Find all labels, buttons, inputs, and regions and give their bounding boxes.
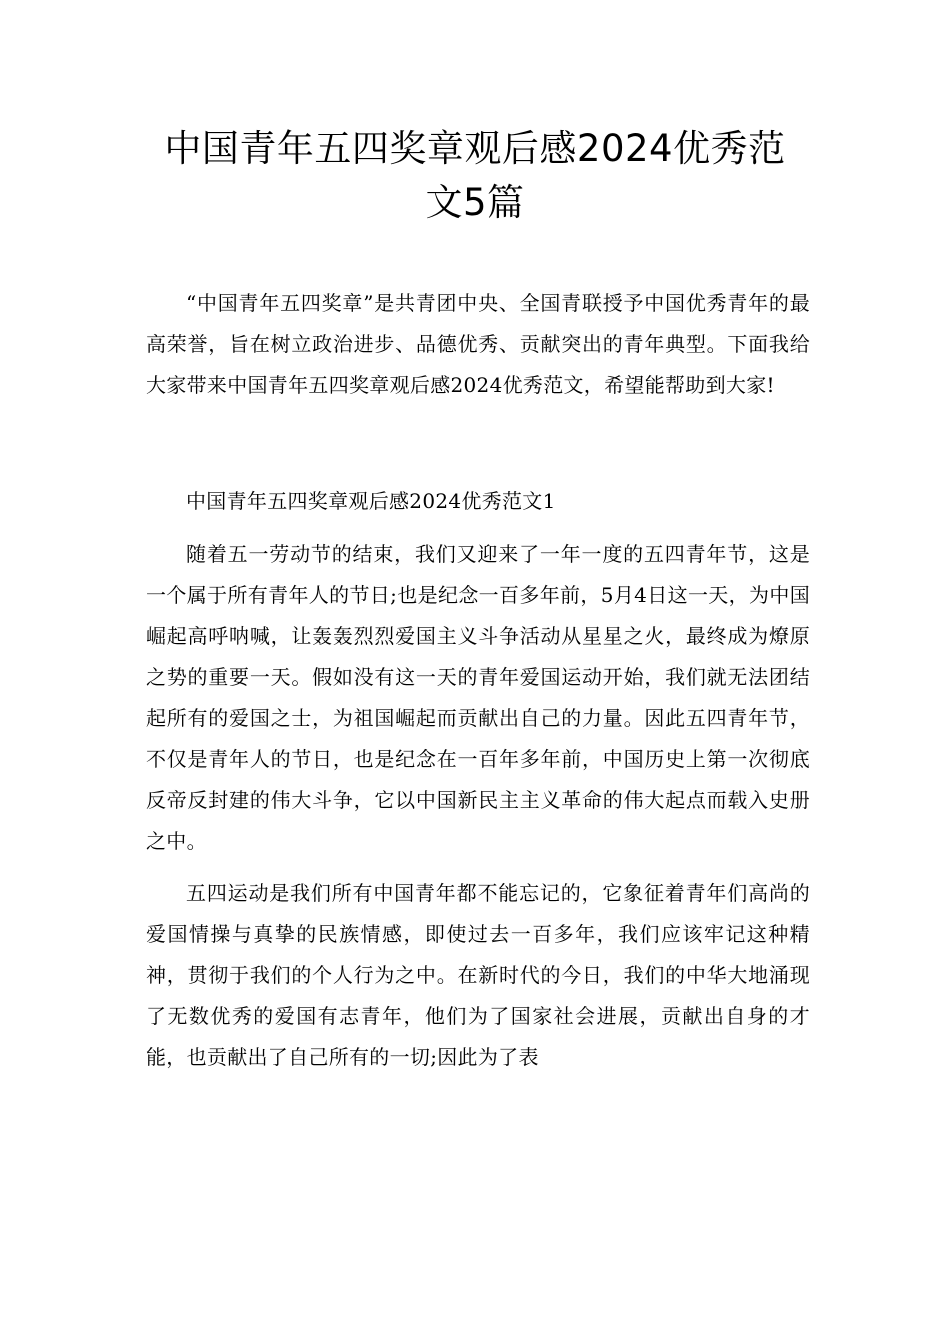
title-line-2: 文5篇 (425, 181, 525, 224)
document-body (146, 283, 810, 1078)
section-1-heading: 中国青年五四奖章观后感2024优秀范文1 (186, 489, 556, 513)
section-1-paragraph-2: 五四运动是我们所有中国青年都不能忘记的，它象征着青年们高尚的爱国情操与真挚的民族情感，即使过去一百多年，我们应该牢记这种精神，贯彻于我们的个人行为之中。在新时代的今日，我们的中华大地涌现了无数优秀的爱国有志青年，他们为了国家社会进展，贡献出自身的才能，也贡献出了自己所有的一切;因此为了表 (146, 881, 810, 1069)
title-line-1: 中国青年五四奖章观后感2024优秀范 (164, 127, 786, 170)
document-title (120, 122, 830, 230)
intro-paragraph: “中国青年五四奖章”是共青团中央、全国青联授予中国优秀青年的最高荣誉，旨在树立政治进步、品德优秀、贡献突出的青年典型。下面我给大家带来中国青年五四奖章观后感2024优秀范文，希望能帮助到大家! (146, 291, 810, 397)
section-spacer (146, 406, 810, 481)
section-1-paragraph-1: 随着五一劳动节的结束，我们又迎来了一年一度的五四青年节，这是一个属于所有青年人的节日;也是纪念一百多年前，5月4日这一天，为中国崛起高呼呐喊，让轰轰烈烈爱国主义斗争活动从星星之火，最终成为燎原之势的重要一天。假如没有这一天的青年爱国运动开始，我们就无法团结起所有的爱国之士，为祖国崛起而贡献出自己的力量。因此五四青年节，不仅是青年人的节日，也是纪念在一百年多年前，中国历史上第一次彻底反帝反封建的伟大斗争，它以中国新民主主义革命的伟大起点而载入史册之中。 (146, 542, 810, 853)
